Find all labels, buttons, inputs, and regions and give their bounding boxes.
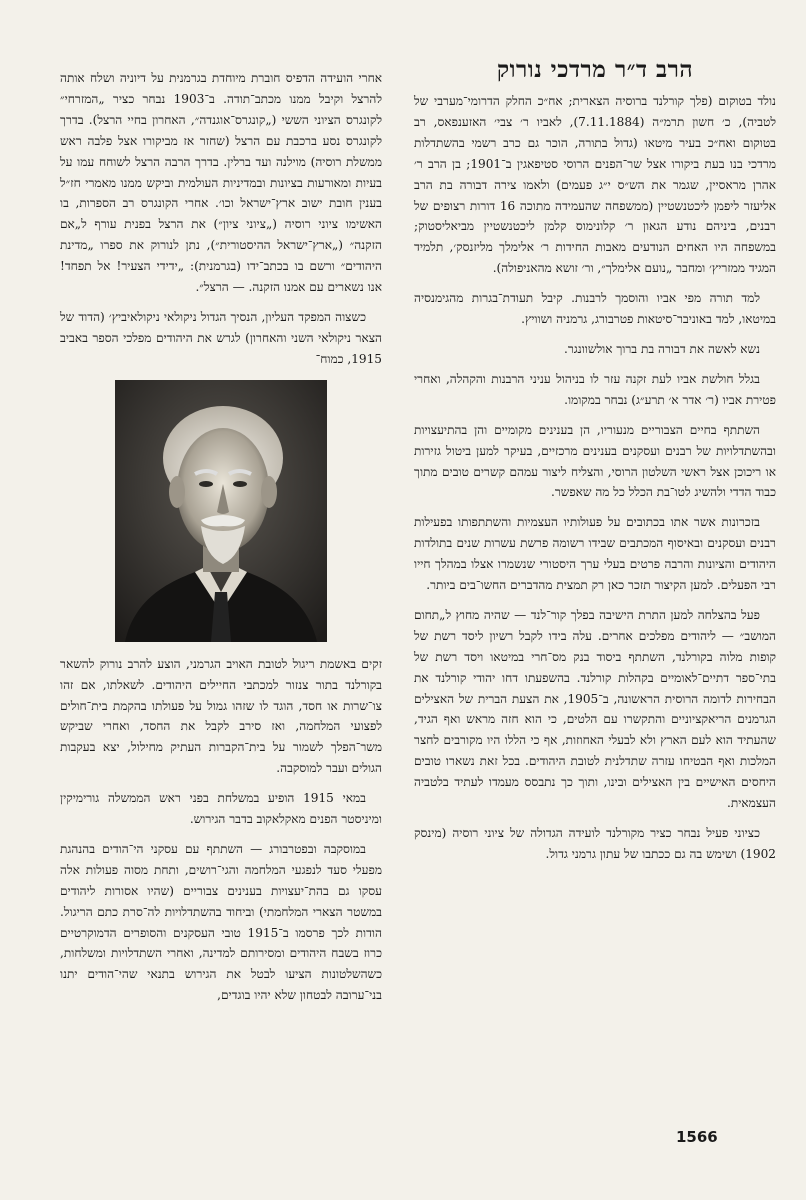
paragraph: במוסקבה ובפטרבורג — השתתף עם עסקני הי־הודים בהנהגת מפעלי סעד לנפגעי המלחמה והגי־רושים, ותחת מסוה פעולות אלה עסקו גם בהת־יעצויות בענינים צבוריים (שהיו אסורות ליהודים במשטר הצארי המלחמתי) וביחוד בהשתדלויות לה־סרת כתם הריגול. הודות לכך פרסמו ב־1915 טובי העסקנים והסופרים הדמוקרטיים כרוז בשבח היהודים ומסירותם למדינה, ואחרי השתדלויות ומשלחות, כשהשלטונות הציעו לבטל את הגירוש בתנאי שהי־הודים יתנו בני־ערובה לבטחון שלא יהיו בוגדים,: [60, 841, 382, 1003]
paragraph: למד תורה מפי אביו והוסמך לרבנות. קיבל תעודת־בגרות מהגימנסיה במיטאו, למד באוניבר־סיטאות פטרבורג, גרמניה ושוויץ.: [414, 291, 776, 327]
paragraph: פעל בהצלחה למען התרת הישיבה בפלך קור־לנד — שהיה מחוץ ל„תחום המושב״ — ליהודים מפלכים אחרים. עלה בידו לקבל רשיון ליסד רשת של קופות מלוה בקורלנד, השתתף ביסוד בנק מס־חרי במיטאו ויסד רשת של בתי־ספר דתיים־לאומיים בקהלות קורלנד. בהשפעתו דחו יהודי קורלנד את הבחירות לדומה הרוסית הראשונה, ב־1905, את הצעת הברית של האצילים הגרמנים הריאקציוניים והתקשרו עם הלטים, כי הוא חזה מראש ואף הגיד, שהעתיד הוא לעם הארץ ולא לבעלי האחוזות, אף כי הללו היו מקורבים לחצר המלכות ואף הבטיחו עזרה שתדלנית לטובת היהודים. בכל זאת נשארו טובים היחסים האישיים בין האצילים ובינו, ותוך כך נתבסס מעמדו לעתיד בלטביה העצמאית.: [414, 607, 776, 811]
paragraph: נשא לאשה את דבורה בת ברוך אולשוונגר.: [564, 341, 760, 356]
article-title: הרב ד״ר מרדכי נורוק: [496, 56, 694, 83]
paragraph: במאי 1915 הופיע במשלחת בפני ראש הממשלה גורימיקין ומיניסטר הפנים מאקלאקוב בדבר הגירוש.: [60, 791, 382, 827]
portrait-photo: [115, 380, 327, 642]
left-column: [60, 68, 382, 1015]
right-column: [414, 56, 776, 874]
paragraph: אחרי הועידה הדפיס חוברת מיוחדת בגרמנית על דיוניה ושלח אותה להרצל וקיבל ממנו מכתב־תודה. ב־1903 נבחר כציר „המזרחי״ לקונגרס הציוני הששי („קונגרס־אוגנדה״, האחרון בחיי הרצל). בדרך לקונגרס נסע ברכבת עם הרצל (שחזר אז מביקורו אצל פלבה ראש ממשלת רוסיה) מוילנה ועד ברלין. בדרך הרבה הרצל לשוחח עמו על בעיות ומאורעות בציונות ובמדיניות העולמית וביקש ממנו מאמרי חז״ל בענין חובת ישוב ארץ־ישראל וכו׳. אחרי הקונגרס רב הספרות, בו האשימו ציוני רוסיה („ציוני ציון״) את הרצל בפנית עורף ל„אם הזקנה״ („ארץ־ישראל ההיסטורית״), נתן לנורוק את ספרו „מדינת היהודים״ ורשם בו בכתב־ידו (בגרמנית): „ידידי הצעיר! אל תפחד! אנו נשארים עם אמנו הזקנה. — הרצל״.: [60, 71, 382, 295]
page-number: 1566: [676, 1128, 718, 1146]
paragraph: בזכרונות אשר אתו בכתובים על פעולותיו העצמיות והשתתפותו בפעילות רבנים ועסקנים ובאיסוף המכתבים שבידו רשומה פרשת עשרות שנים בתולדות היהודים והציונות והרבה פרטים בעלי ערך היסטורי שנשמרו אצלו במהלך חייו רבי הפעלים. למען הקיצור תזכר כאן רק תמצית מהדברים החשו־בים ביותר.: [414, 515, 776, 593]
paragraph: כשצוה המפקד העליון, הנסיך הגדול ניקולאי ניקולאיביץ׳ (הדוד של הצאר ניקולאי השני והאחרון) לגרש את היהודים מפלכי הספר באביב 1915, כמוח־: [60, 309, 382, 366]
paragraph: בגלל חולשת אביו לעת זקנה עזר לו בניהול עניני הרבנות והקהלה, ואחרי פטירת אביו (ר׳ אדר א׳ תרע״ג) נבחר במקומו.: [414, 371, 776, 407]
paragraph: כציוני פעיל נבחר כציר מקורלנד לועידה הגדולה של ציוני רוסיה (מינסק 1902) ושימש בה גם ככתבו של עתון גרמני גדול.: [414, 826, 776, 861]
paragraph: זקים באשמת ריגול לטובת האויב הגרמני, הוצע להרב נורוק להשאר בקורלנד בתור צנזור למכתבי החיילים היהודים. לשאלתו, אם זהו צו־שרות או חסד, הוגד לו שזהו גמול על פעולתו בהקמת בית־חולים לפצועי המלחמה, ואז סירב לקבל את החסד, ואחרי שביקש משר־הפלך לשמור על בית־הקברות העתיק מחילול, יצא בעקבות הגולים ועבר למוסקבה.: [60, 656, 382, 776]
paragraph: השתתף בחיים הצבוריים מנעוריו, הן בענינים מקומיים והן בהתיעצויות ובהשתדלויות של רבנים ועסקנים בענינים מרכזיים, בעיקר למען ביטול גזירות או ריכוכן אצל ראשי השלטון הרוסי, והצליח ליצור עמהם קשרים טובים מתוך כבוד הדדי ולהשיג לטו־בת הכלל כל מה שאפשר.: [414, 422, 776, 500]
paragraph: נולד בטוקום (פלך קורלנד ברוסיה הצארית; אח״כ החלק הדרומי־מערבי של לטביה), כ׳ חשון תרמ״ה (7.11.1884), לאביו ר׳ צבי׳ האזענפאס, רב בטוקום ואח״כ בעיר מיטאו (גדול בתורה, הוכר גם כרב רשמי בהשתדלות מרדכי בנו בעת ביקורו אצל שר־הפנים הרוסי סטיפאגין ב־1901; בן הרב ר׳ אהרן מראסיין, שגמר את הש״ס י״ג פעמים) ולאמו צירה דבורה בת הרב אליעזר ליפמן ליכטנשטיין (ממשפחה שהעמידה מתוכה 16 דורות רצופים של רבנים, ביניהם נודע הגאון ר׳ קלונימוס קלמן ליכטנשטיין מביאליסטוק; במשפחה היו האחים הנודעים מאבות החידות ר׳ אלימלך מליזנסק׳, תלמיד המגיד ממזריץ׳ ומחבר „נועם אלימלך״, ור׳ זושא מהאניפולה).: [414, 94, 776, 276]
portrait-icon: [115, 380, 327, 642]
